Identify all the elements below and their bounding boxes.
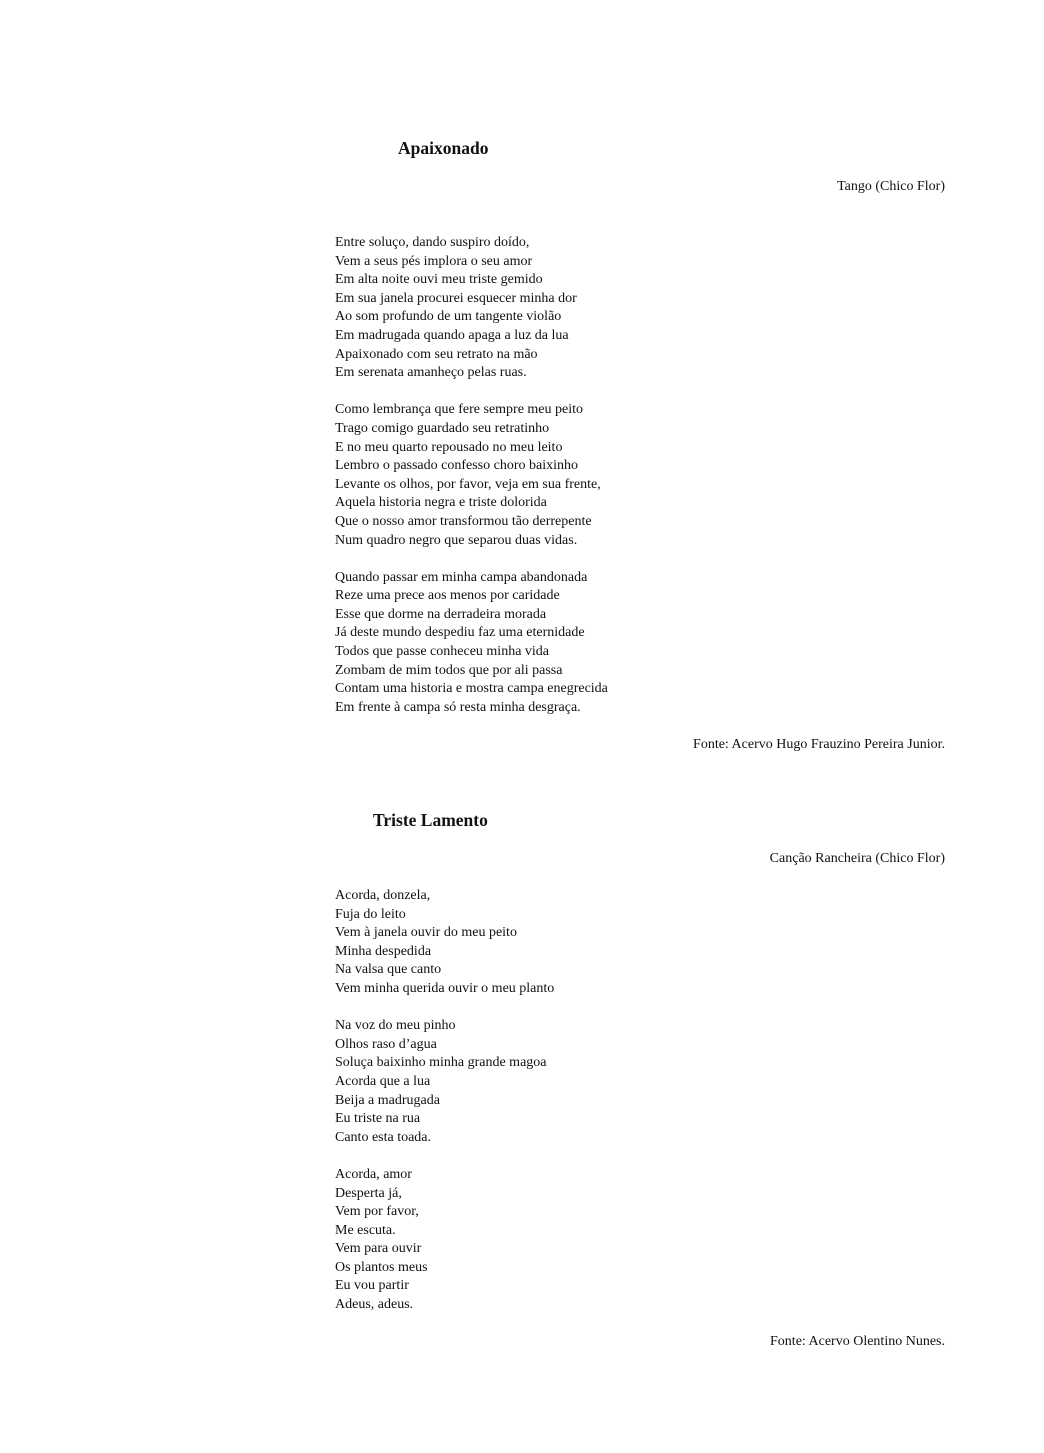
lyrics (335, 887, 554, 1315)
stanza (335, 887, 554, 999)
stanza (335, 569, 608, 718)
verse-line: Reze uma prece aos menos por caridade (335, 588, 560, 604)
verse-line: Trago comigo guardado seu retratinho (335, 420, 550, 436)
verse-line: Adeus, adeus. (335, 1297, 414, 1313)
song-genre-credit: Canção Rancheira (Chico Flor) (769, 851, 945, 866)
verse-line: Num quadro negro que separou duas vidas. (335, 532, 578, 548)
verse-line: Acorda, donzela, (335, 888, 431, 903)
verse-line: Levante os olhos, por favor, veja em sua frente, (335, 476, 601, 492)
verse-line: E no meu quarto repousado no meu leito (335, 439, 563, 455)
verse-line: Eu vou partir (335, 1278, 409, 1294)
verse-line: Na voz do meu pinho (335, 1018, 456, 1034)
verse-line: Acorda, amor (335, 1166, 412, 1182)
verse-line: Que o nosso amor transformou tão derrepente (335, 513, 592, 529)
song-title: Apaixonado (398, 138, 489, 158)
verse-line: Fuja do leito (335, 906, 406, 922)
verse-line: Esse que dorme na derradeira morada (335, 606, 547, 622)
verse-line: Apaixonado com seu retrato na mão (335, 346, 538, 362)
verse-line: Em frente à campa só resta minha desgraça. (335, 699, 581, 715)
song-title: Triste Lamento (373, 810, 488, 830)
lyrics (335, 234, 608, 717)
verse-line: Beija a madrugada (335, 1092, 440, 1108)
stanza (335, 1166, 554, 1315)
verse-line: Vem à janela ouvir do meu peito (335, 925, 517, 941)
source-note: Fonte: Acervo Hugo Frauzino Pereira Junior. (693, 737, 945, 752)
stanza (335, 1017, 554, 1147)
verse-line: Me escuta. (335, 1222, 396, 1238)
verse-line: Vem minha querida ouvir o meu planto (335, 980, 555, 996)
verse-line: Lembro o passado confesso choro baixinho (335, 458, 578, 474)
verse-line: Olhos raso d’agua (335, 1036, 437, 1052)
verse-line: Ao som profundo de um tangente violão (335, 309, 562, 325)
verse-line: Em alta noite ouvi meu triste gemido (335, 272, 543, 288)
verse-line: Contam uma historia e mostra campa enegrecida (335, 681, 608, 697)
verse-line: Os plantos meus (335, 1259, 428, 1275)
verse-line: Aquela historia negra e triste dolorida (335, 495, 547, 511)
verse-line: Como lembrança que fere sempre meu peito (335, 402, 584, 418)
verse-line: Entre soluço, dando suspiro doído, (335, 235, 530, 250)
verse-line: Desperta já, (335, 1185, 402, 1201)
verse-line: Vem a seus pés implora o seu amor (335, 253, 533, 269)
stanza (335, 401, 608, 550)
verse-line: Em sua janela procurei esquecer minha dor (335, 290, 577, 306)
verse-line: Minha despedida (335, 943, 432, 959)
verse-line: Soluça baixinho minha grande magoa (335, 1055, 547, 1071)
verse-line: Canto esta toada. (335, 1129, 432, 1145)
verse-line: Na valsa que canto (335, 962, 442, 978)
source-note: Fonte: Acervo Olentino Nunes. (770, 1334, 945, 1349)
verse-line: Vem por favor, (335, 1204, 419, 1220)
verse-line: Já deste mundo despediu faz uma eternidade (335, 625, 585, 641)
verse-line: Vem para ouvir (335, 1241, 422, 1257)
verse-line: Todos que passe conheceu minha vida (335, 644, 550, 660)
stanza (335, 234, 608, 383)
song-genre-credit: Tango (Chico Flor) (837, 179, 945, 194)
verse-line: Em serenata amanheço pelas ruas. (335, 365, 527, 381)
verse-line: Zombam de mim todos que por ali passa (335, 662, 563, 678)
verse-line: Em madrugada quando apaga a luz da lua (335, 327, 569, 343)
verse-line: Quando passar em minha campa abandonada (335, 569, 588, 585)
verse-line: Acorda que a lua (335, 1073, 431, 1089)
verse-line: Eu triste na rua (335, 1111, 421, 1127)
